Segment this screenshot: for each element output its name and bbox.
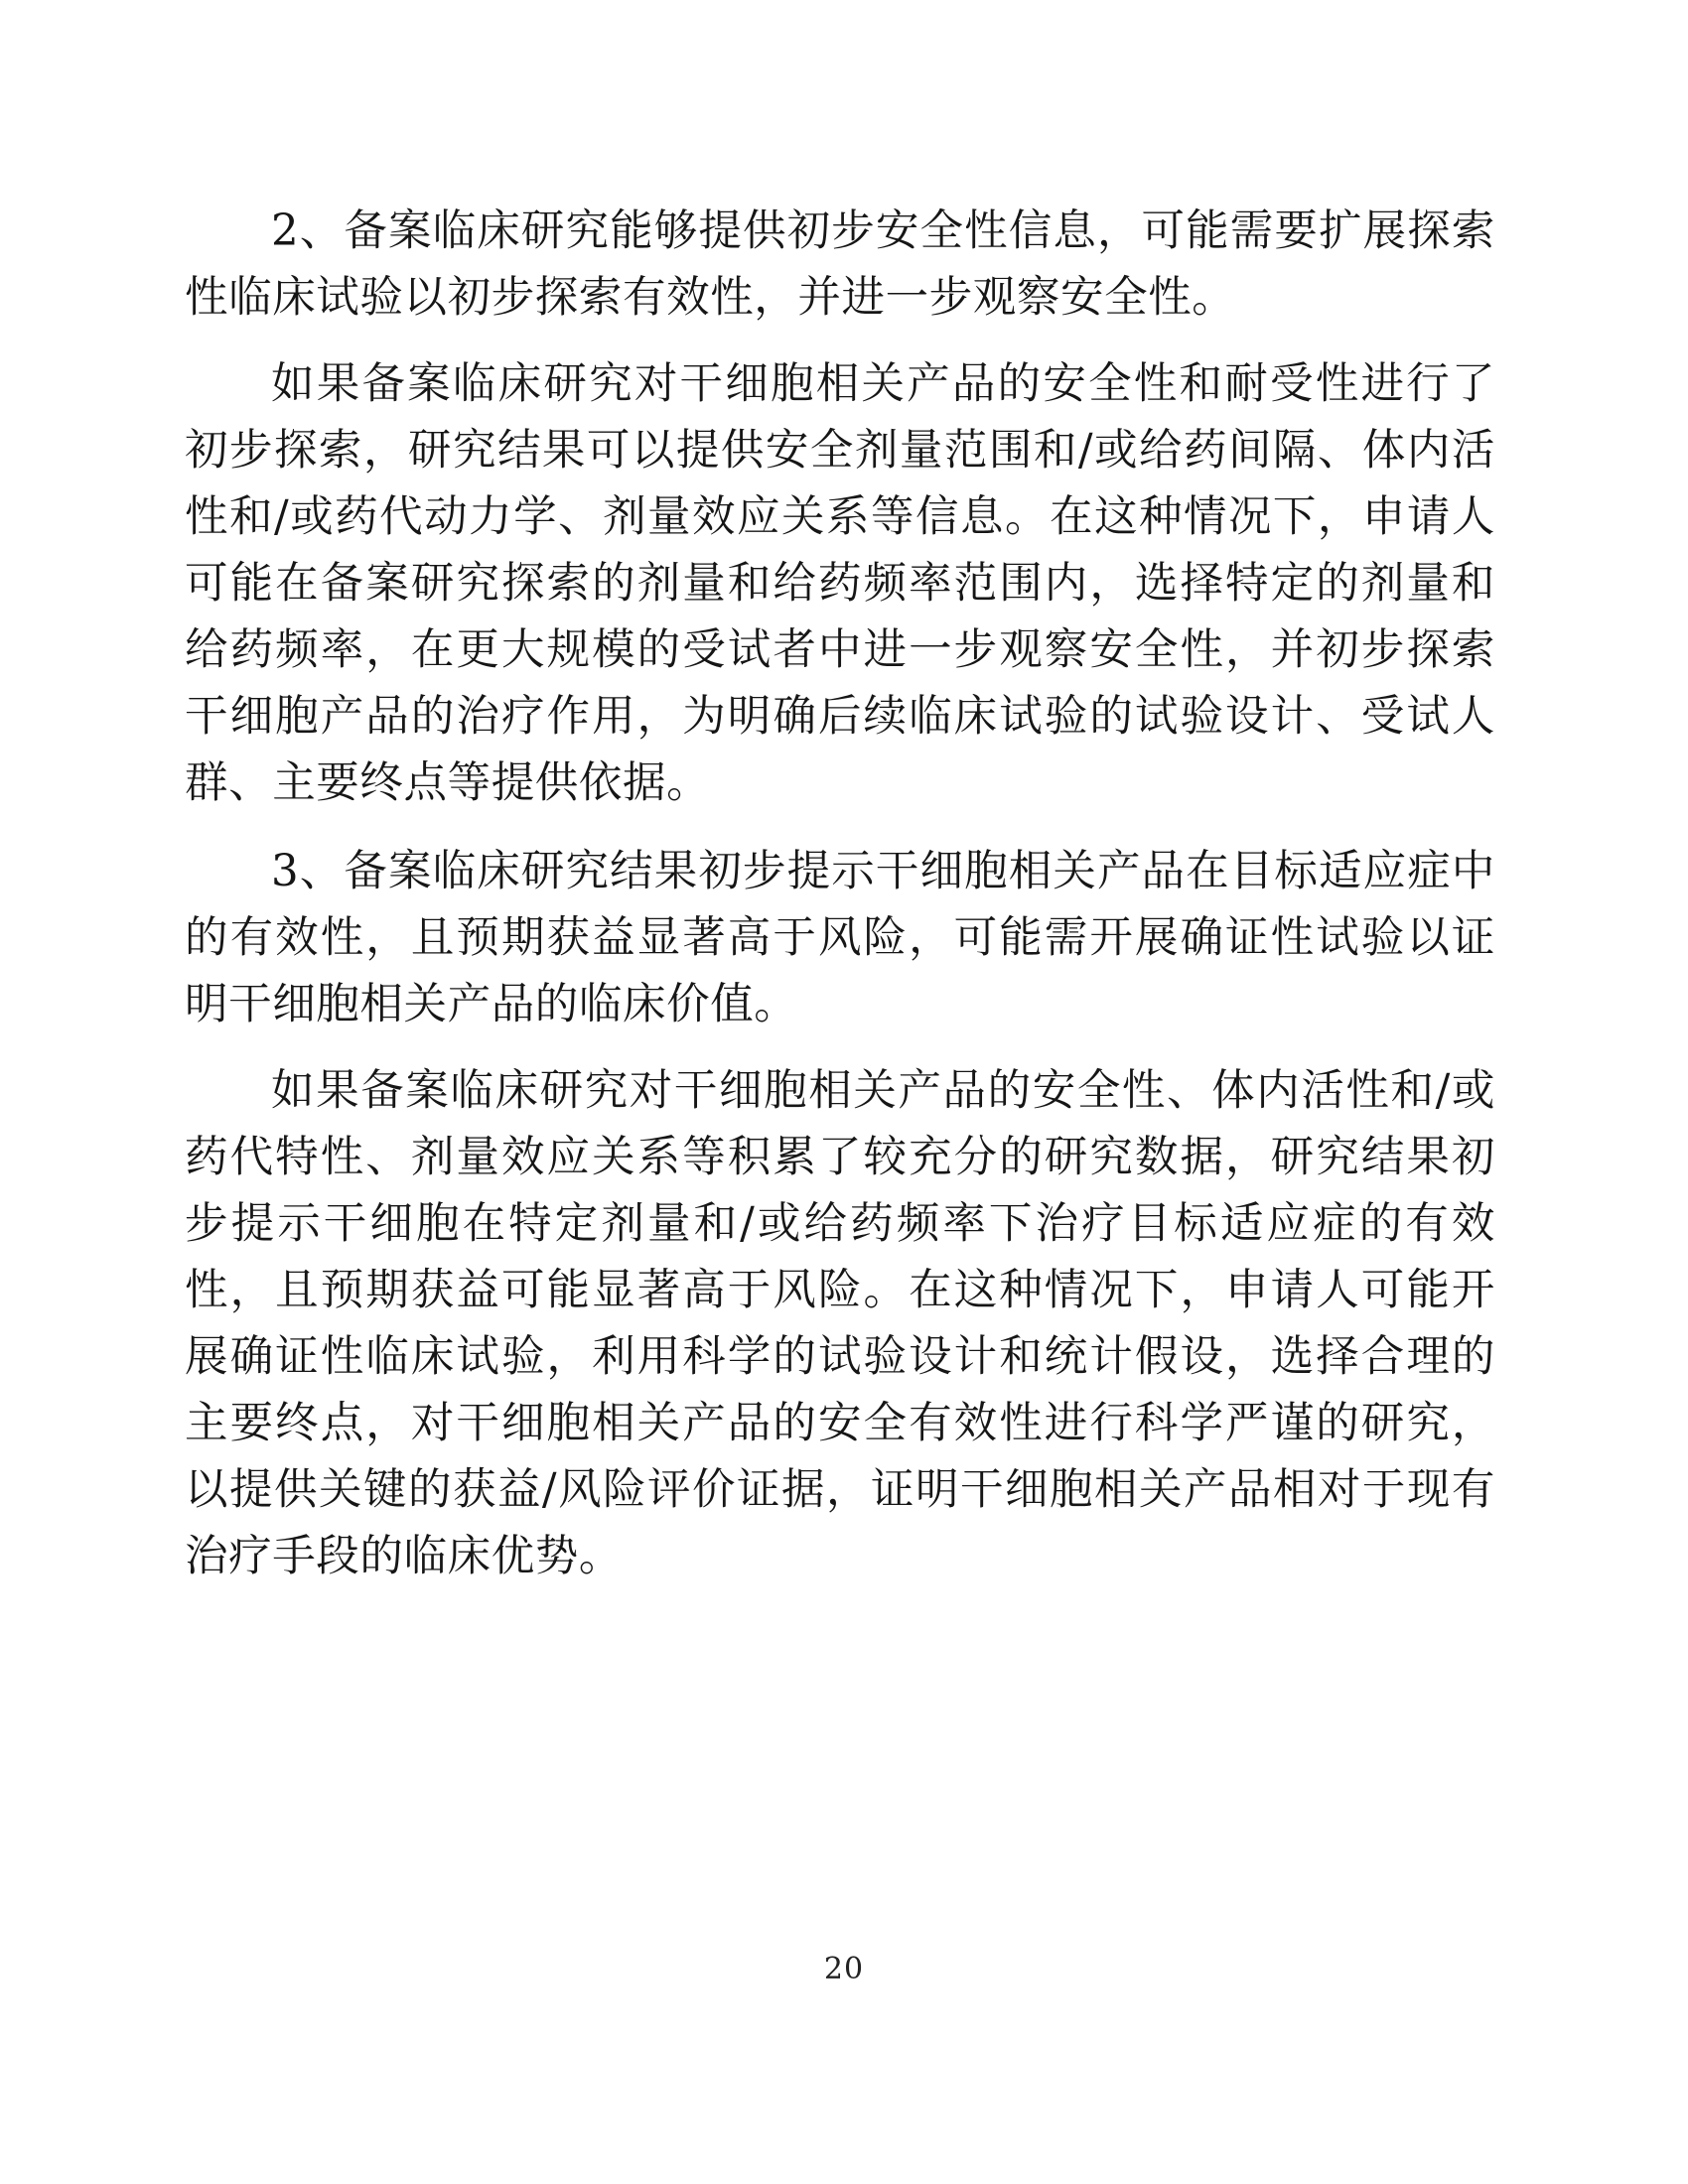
paragraph-item-3-body: 如果备案临床研究对干细胞相关产品的安全性、体内活性和/或药代特性、剂量效应关系等积累了较充分的研究数据，研究结果初步提示干细胞在特定剂量和/或给药频率下治疗目标适应症的有效性，且预期获益可能显著高于风险。在这种情况下，申请人可能开展确证性临床试验，利用科学的试验设计和统计假设，选择合理的主要终点，对干细胞相关产品的安全有效性进行科学严谨的研究，以提供关键的获益/风险评价证据，证明干细胞相关产品相对于现有治疗手段的临床优势。 (185, 1066, 1495, 1581)
page-body-text (185, 199, 1495, 1612)
paragraph-item-3-heading: 3、备案临床研究结果初步提示干细胞相关产品在目标适应症中的有效性，且预期获益显著高于风险，可能需开展确证性试验以证明干细胞相关产品的临床价值。 (185, 847, 1495, 1029)
paragraph-item-2-body: 如果备案临床研究对干细胞相关产品的安全性和耐受性进行了初步探索，研究结果可以提供安全剂量范围和/或给药间隔、体内活性和/或药代动力学、剂量效应关系等信息。在这种情况下，申请人可能在备案研究探索的剂量和给药频率范围内，选择特定的剂量和给药频率，在更大规模的受试者中进一步观察安全性，并初步探索干细胞产品的治疗作用，为明确后续临床试验的试验设计、受试人群、主要终点等提供依据。 (185, 359, 1495, 808)
page-number: 20 (823, 1952, 865, 1986)
paragraph-item-2-heading: 2、备案临床研究能够提供初步安全性信息，可能需要扩展探索性临床试验以初步探索有效性，并进一步观察安全性。 (185, 206, 1495, 323)
